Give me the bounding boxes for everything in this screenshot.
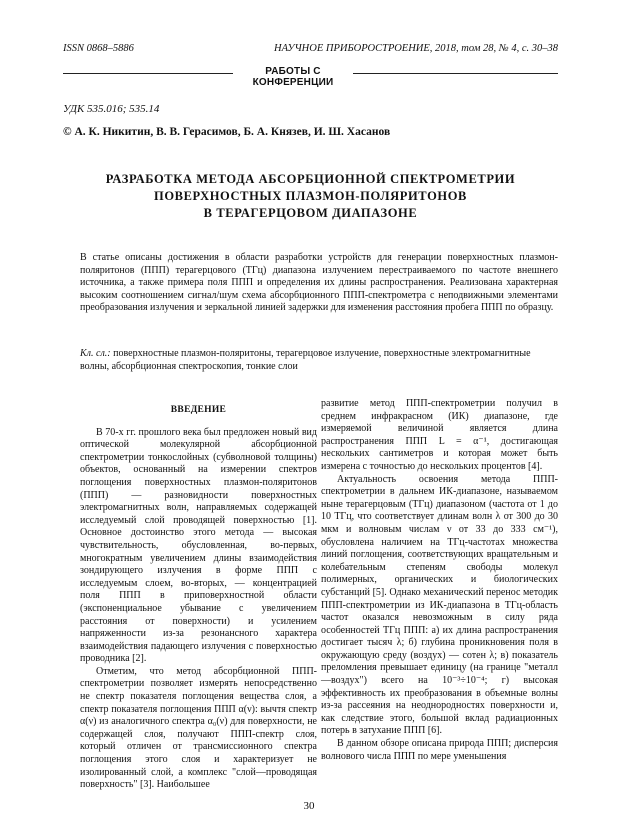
right-column: [321, 398, 558, 763]
paper-title: [63, 171, 558, 222]
title-line: В ТЕРАГЕРЦОВОМ ДИАПАЗОНЕ: [203, 206, 418, 220]
paragraph: В данном обзоре описана природа ППП; дисперсия волнового числа ППП по мере уменьшения: [321, 738, 558, 762]
page-number: 30: [303, 800, 315, 812]
title-line: РАЗРАБОТКА МЕТОДА АБСОРБЦИОННОЙ СПЕКТРОМЕТРИИ: [105, 172, 516, 186]
paragraph: развитие метод ППП-спектрометрии получил в среднем инфракрасном (ИК) диапазоне, где измеряемой величиной является длина распространения ППП L = α⁻¹, достигающая нескольких сантиметров и которая может быть измерена с точностью до нескольких процентов [4].: [321, 398, 558, 472]
authors: © А. К. Никитин, В. В. Герасимов, Б. А. Князев, И. Ш. Хасанов: [63, 126, 391, 138]
journal-reference: НАУЧНОЕ ПРИБОРОСТРОЕНИЕ, 2018, том 28, № 4, с. 30–38: [274, 43, 558, 54]
abstract: В статье описаны достижения в области разработки устройств для генерации поверхностных плазмон-поляритонов (ППП) терагерцового (ТГц) диапазона излучением перестраиваемого по частоте внешнего источника, а также примера поля ППП и определения их длины распространения. Реализована характерная высоким соотношением сигнал/шум схема абсорбционного ППП-спектрометра с неподвижными элементами преобразования излучения и зеркальной линией задержки для изменения расстояния пробега ППП по образцу.: [80, 252, 558, 313]
paragraph: В 70-х гг. прошлого века был предложен новый вид оптической молекулярной абсорбционной спектрометрии тонкослойных (субволновой толщины) объектов, основанный на измерении спектров поглощения поверхностных плазмон-поляритонов (ППП) — разновидности поверхностных электромагнитных волн, направляемых содержащей исследуемый слой проводящей поверхностью [1]. Основное достоинство этого метода — высокая чувствительность, обусловленная, во-первых, многократным увеличением длины взаимодействия зондирующего излучения в форме ППП с исследуемым слоем, во-вторых, — концентрацией поля ППП в приповерхностной области (экспоненциальное убывание с увеличением расстояния от поверхности) и усилением напряженности из-за резонансного характера взаимодействия падающего излучения с поверхностью проводника [2].: [80, 426, 317, 665]
rule-left: [63, 73, 233, 74]
keywords: [80, 348, 558, 373]
keywords-label: Кл. сл.:: [80, 348, 111, 359]
section-label: РАБОТЫ С КОНФЕРЕНЦИИ: [252, 66, 334, 88]
left-column: [80, 404, 317, 792]
title-line: ПОВЕРХНОСТНЫХ ПЛАЗМОН-ПОЛЯРИТОНОВ: [154, 189, 467, 203]
keywords-text: поверхностные плазмон-поляритоны, терагерцовое излучение, поверхностные электромагнитные волны, абсорбционная спектроскопия, тонкие слои: [80, 348, 531, 372]
section-rule: [63, 66, 558, 88]
rule-right: [353, 73, 558, 74]
paragraph: Отметим, что метод абсорбционной ППП-спектрометрии позволяет измерять непосредственно не спектр показателя поглощения вещества слоя, а спектр показателя поглощения ППП α(ν): вычтя спектр α(ν) из аналогичного спектра α₀(ν) для поверхности, не содержащей слоя, получают ППП-спектр слоя, который отличен от трансмиссионного спектра поглощения этого слоя и характеризует не изолированный слой, а комплекс "слой—проводящая поверхность" [3]. Наибольшее: [80, 665, 317, 791]
issn: ISSN 0868–5886: [63, 43, 134, 54]
paragraph: Актуальность освоения метода ППП-спектрометрии в дальнем ИК-диапазоне, называемом ныне терагерцовым (ТГц) диапазоном (частота от 1 до 10 ТГц, что соответствует длинам волн λ от 300 до 30 мкм и волновым числам ν от 33 до 333 см⁻¹), обусловлена наличием на ТГц-частотах множества линий поглощения, соответствующих вращательным и колебательным степеням свободы молекул полимерных, органических и биологических субстанций [5]. Однако механический перенос методик ППП-спектрометрии из ИК-диапазона в ТГц-область частот оказался невозможным в силу ряда особенностей ТГц ППП: а) их длина распространения достигает тысяч λ; б) глубина проникновения поля в окружающую среду (воздух) — сотен λ; в) показатель преломления превышает единицу (на границе "металл—воздух") всего на 10⁻³÷10⁻⁴; г) высокая эффективность их преобразования в объемные волны из-за рассеяния на неоднородностях поверхности и, как следствие этого, большой вклад радиационных потерь в затухание ППП [6].: [321, 473, 558, 737]
udk-code: УДК 535.016; 535.14: [63, 103, 160, 115]
section-heading: ВВЕДЕНИЕ: [170, 405, 227, 415]
